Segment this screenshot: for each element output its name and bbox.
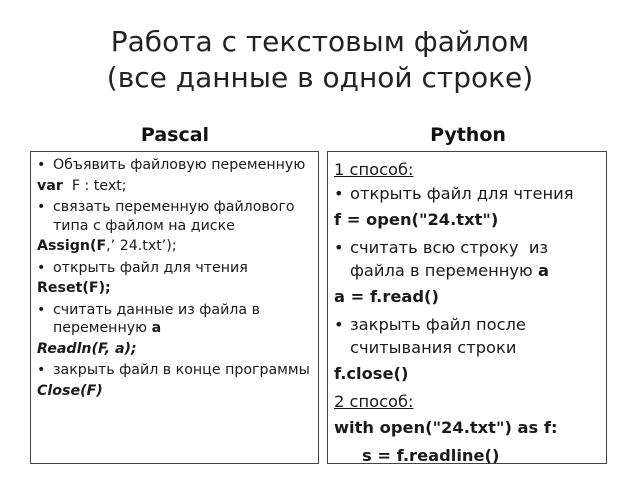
pascal-var-rest: F : text; [62, 177, 127, 194]
python-step-read-var: a [537, 261, 549, 280]
python-step-close-text: закрыть файл после считывания строки [350, 315, 526, 357]
pascal-var-declaration [37, 177, 312, 196]
bullet-icon: • [334, 238, 344, 257]
python-step-close [334, 313, 600, 359]
pascal-assign-keyword: Assign(F [37, 238, 107, 254]
python-readline-statement: s = f.readline() [362, 446, 500, 465]
pascal-step-close-text: закрыть файл в конце программы [53, 362, 310, 378]
pascal-var-keyword: var [37, 177, 63, 194]
python-step-open [334, 182, 600, 205]
python-step-open-text: открыть файл для чтения [350, 184, 574, 203]
python-read-statement: a = f.read() [334, 287, 439, 306]
python-close-statement: f.close() [334, 364, 409, 383]
pascal-step-assign [37, 198, 312, 235]
pascal-step-read [37, 301, 312, 338]
bullet-icon: • [37, 301, 46, 318]
pascal-step-close [37, 361, 312, 380]
bullet-icon: • [37, 259, 46, 276]
pascal-step-open [37, 259, 312, 278]
pascal-reset-statement: Reset(F); [37, 280, 111, 296]
python-open-statement: f = open("24.txt") [334, 210, 499, 229]
bullet-icon: • [37, 199, 46, 215]
pascal-step-declare [37, 156, 312, 175]
pascal-close-statement: Close(F) [37, 382, 103, 399]
python-heading: Python [430, 124, 506, 146]
pascal-panel [30, 151, 319, 464]
pascal-assign-rest: ,’ 24.txt’); [106, 238, 177, 254]
pascal-step-read-label: считать данные из файла в переменную [53, 301, 260, 336]
python-panel [327, 151, 607, 464]
pascal-heading: Pascal [140, 124, 210, 146]
slide-title [0, 24, 640, 96]
python-step-read [334, 236, 600, 282]
pascal-step-read-text [53, 301, 312, 338]
python-step-read-label: считать всю строку из файла в переменную [350, 238, 554, 280]
slide-title-line-1: Работа с текстовым файлом [110, 25, 530, 58]
bullet-icon: • [37, 362, 46, 378]
pascal-readln-statement: Readln(F, a); [37, 340, 137, 357]
pascal-step-open-text: открыть файл для чтения [53, 259, 248, 276]
pascal-assign-statement [37, 237, 312, 256]
pascal-step-assign-text: связать переменную файлового типа с файлом на диске [53, 199, 295, 234]
bullet-icon: • [334, 184, 344, 203]
bullet-icon: • [37, 157, 46, 173]
python-with-statement: with open("24.txt") as f: [334, 418, 558, 437]
pascal-step-declare-text: Объявить файловую переменную [53, 157, 306, 173]
bullet-icon: • [334, 315, 344, 334]
python-method-2-label: 2 способ: [334, 392, 414, 411]
pascal-step-read-var: a [151, 320, 162, 336]
python-method-1-label: 1 способ: [334, 160, 414, 179]
python-step-read-text [350, 236, 600, 282]
slide-title-line-2: (все данные в одной строке) [106, 61, 534, 94]
